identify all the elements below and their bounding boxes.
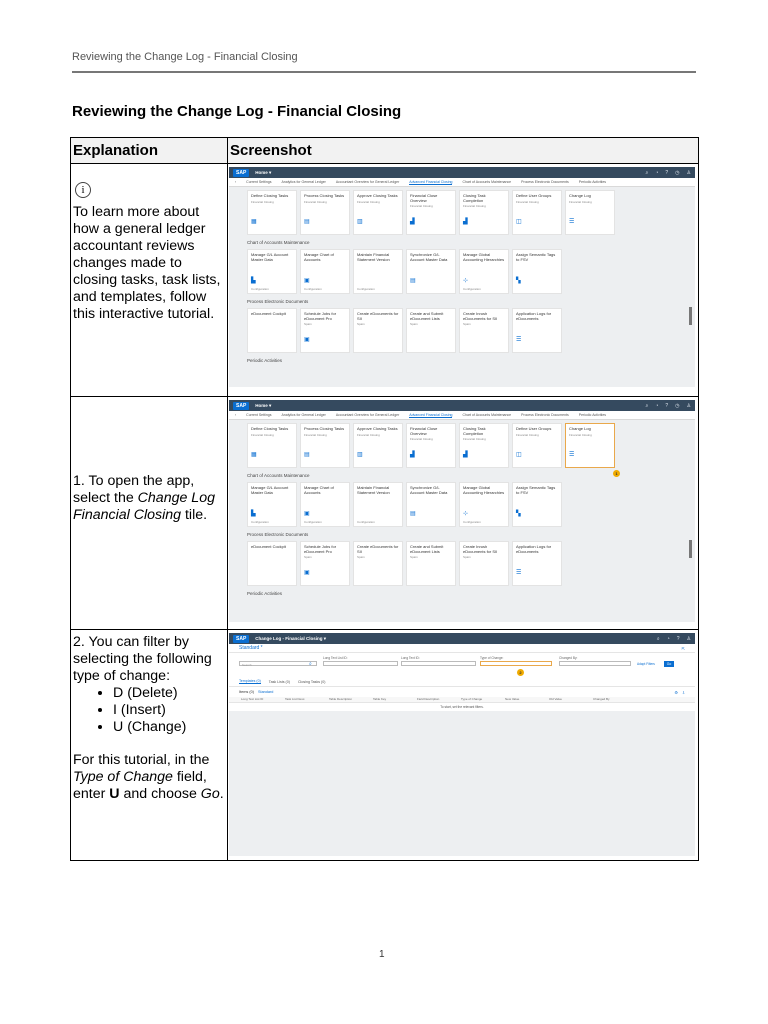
grid-column-header[interactable]: Table Description [329, 697, 353, 701]
tile-subtitle: Spain [357, 555, 365, 560]
intro-cell [71, 164, 228, 397]
tile-title: Closing Task Completion [463, 193, 486, 203]
tile-icon: ▣ [304, 511, 310, 517]
type-of-change-input[interactable] [480, 661, 552, 666]
variant-selector[interactable]: Standard * [239, 645, 263, 651]
sap-logo: SAP [233, 402, 249, 410]
tile-subtitle: Spain [410, 555, 418, 560]
tile-icon: ▤ [410, 278, 416, 284]
tab-closing-tasks[interactable]: Closing Tasks (0) [297, 679, 326, 684]
tile-subtitle: Financial Closing [569, 199, 592, 204]
group-title: Process Electronic Documents [247, 299, 309, 304]
tile-title: Create and Submit eDocument Lists [410, 311, 444, 321]
step1-text [73, 473, 225, 524]
launchpad-content [229, 420, 695, 596]
items-toolbar [229, 687, 695, 697]
tile-subtitle: Financial Closing [251, 432, 274, 437]
anchor-bar [229, 411, 695, 420]
column-header-explanation: Explanation [71, 138, 228, 164]
app-tile[interactable] [247, 308, 297, 353]
app-tile[interactable] [512, 308, 562, 353]
tile-title: Synchronize G/L Account Master Data [410, 252, 448, 262]
tile-row [247, 190, 677, 235]
user-icon[interactable]: ♙ [686, 402, 691, 409]
user-icon[interactable]: ♙ [686, 635, 691, 642]
grid-column-header[interactable]: Changed By [593, 697, 610, 701]
tile-title: Define User Groups [516, 193, 552, 198]
shell-bar [229, 167, 695, 178]
app-tile[interactable] [459, 190, 509, 235]
tile-icon: ▤ [304, 452, 310, 458]
info-icon: i [75, 182, 91, 198]
app-tile[interactable] [300, 423, 350, 468]
tile-title: Schedule Jobs for eDocument Pro [304, 311, 337, 321]
app-tile[interactable] [353, 249, 403, 294]
app-tile[interactable] [406, 190, 456, 235]
tile-icon: ▟ [410, 219, 415, 225]
tile-row [247, 482, 677, 527]
tile-subtitle: Spain [304, 555, 312, 560]
tile-icon: ▚ [516, 278, 521, 284]
anchor-bar [229, 178, 695, 187]
app-tile[interactable] [247, 190, 297, 235]
notification-icon[interactable]: ◷ [675, 402, 680, 409]
tile-title: Manage Chart of Accounts [304, 252, 334, 262]
tutorial-table [70, 137, 699, 861]
step2-instruction [73, 752, 225, 803]
tile-subtitle: Spain [357, 322, 365, 327]
header-rule [72, 71, 696, 73]
tile-icon: ▣ [304, 337, 310, 343]
tile-footer: Configuration [304, 287, 322, 291]
step1-cell [71, 397, 228, 630]
anchor-tab[interactable]: Advanced Financial Closing [409, 179, 453, 184]
share-icon[interactable]: ⇱ [681, 645, 685, 651]
change-type-option: • U (Change) [113, 719, 225, 736]
sap-launchpad-highlight-screenshot [229, 400, 695, 622]
shell-actions [657, 636, 691, 642]
chevron-left-icon[interactable]: ‹ [235, 413, 237, 417]
filter-bar [229, 653, 695, 677]
notification-icon[interactable]: ◷ [675, 169, 680, 176]
tile-icon: ☰ [516, 570, 522, 576]
bell-icon[interactable]: ◔ [655, 402, 659, 409]
long-text-id-input[interactable] [401, 661, 476, 666]
app-tile[interactable] [300, 541, 350, 586]
app-tile[interactable] [459, 541, 509, 586]
tile-title: Financial Close Overview [410, 193, 438, 203]
items-variant[interactable]: Standard [257, 690, 274, 694]
empty-table-message: To start, set the relevant filters. [229, 703, 695, 711]
home-menu[interactable]: Home ▾ [255, 169, 272, 175]
app-tile[interactable] [247, 423, 297, 468]
step2-lead: 2. You can filter by selecting the following type of change: [73, 634, 212, 684]
app-title[interactable]: Change Log - Financial Closing ▾ [255, 635, 327, 641]
tile-title: Application Logs for eDocuments [516, 311, 552, 321]
anchor-tab[interactable]: Analytics for General Ledger [281, 180, 326, 184]
tile-icon: ▙ [251, 511, 256, 517]
adapt-filters-button[interactable]: Adapt Filters [637, 662, 655, 666]
app-tile[interactable] [406, 308, 456, 353]
document-title: Reviewing the Change Log - Financial Closing [72, 103, 402, 120]
tile-footer: Configuration [463, 520, 481, 524]
app-tile[interactable] [565, 423, 615, 468]
variant-bar [229, 644, 695, 653]
tile-title: eDocument Cockpit [251, 311, 286, 316]
step-badge-2: 2 [517, 669, 524, 676]
app-tile[interactable] [459, 423, 509, 468]
screenshot-cell-3 [228, 630, 699, 861]
tile-title: Financial Close Overview [410, 426, 438, 436]
chevron-left-icon[interactable]: ‹ [235, 180, 237, 184]
screenshot-cell-2 [228, 397, 699, 630]
tile-subtitle: Financial Closing [569, 432, 592, 437]
tile-subtitle: Spain [463, 322, 471, 327]
tile-title: Create and Submit eDocument Lists [410, 544, 444, 554]
scrollbar[interactable] [689, 425, 692, 605]
help-icon[interactable]: ? [665, 169, 669, 176]
go-button[interactable]: Go [664, 661, 674, 667]
tile-title: Define Closing Tasks [251, 193, 289, 198]
running-header: Reviewing the Change Log - Financial Closing [72, 51, 298, 63]
tile-icon: ◫ [516, 219, 522, 225]
tile-title: Manage G/L Account Master Data [251, 252, 289, 262]
tile-footer: Configuration [357, 520, 375, 524]
tile-subtitle: Financial Closing [516, 199, 539, 204]
app-tile[interactable] [459, 249, 509, 294]
tab-templates[interactable]: Templates (0) [239, 679, 261, 683]
tile-title: Define Closing Tasks [251, 426, 289, 431]
tile-title: Maintain Financial Statement Version [357, 485, 390, 495]
tile-subtitle: Financial Closing [304, 199, 327, 204]
tile-title: Assign Semantic Tags to FSV [516, 485, 556, 495]
tile-subtitle: Spain [463, 555, 471, 560]
shell-bar [229, 400, 695, 411]
anchor-tab[interactable]: Process Electronic Documents [521, 413, 569, 417]
change-type-option: • I (Insert) [113, 702, 225, 719]
tile-title: Define User Groups [516, 426, 552, 431]
group-title: Chart of Accounts Maintenance [247, 240, 310, 245]
tile-title: Approve Closing Tasks [357, 426, 398, 431]
step1-prefix: 1. To open the app, select the [73, 473, 195, 506]
tile-icon: ⊹ [463, 278, 469, 284]
app-tile[interactable] [512, 423, 562, 468]
change-type-option: • D (Delete) [113, 685, 225, 702]
group-title: Periodic Activities [247, 358, 283, 363]
app-tile[interactable] [247, 482, 297, 527]
items-count: Items (0) [239, 690, 254, 694]
scroll-thumb[interactable] [689, 307, 692, 325]
tile-title: Manage Global Accounting Hierarchies [463, 252, 505, 262]
scroll-thumb[interactable] [689, 540, 692, 558]
tile-icon: ▥ [357, 219, 363, 225]
tab-bar [229, 677, 695, 687]
step2-text: For this tutorial, in the [73, 752, 210, 768]
tile-subtitle: Financial Closing [410, 437, 433, 442]
tile-row [247, 308, 677, 353]
anchor-tab[interactable]: Process Electronic Documents [521, 180, 569, 184]
tile-title: Manage Chart of Accounts [304, 485, 334, 495]
filter-label: Changed By: [559, 656, 578, 660]
grid-column-header[interactable]: Field Description [417, 697, 440, 701]
intro-text: To learn more about how a general ledger accountant reviews changes made to closing tasks, task lists, and templates, follow this interactive tutorial. [73, 204, 221, 322]
app-tile[interactable] [300, 308, 350, 353]
shell-actions [646, 170, 691, 176]
sap-launchpad-screenshot [229, 167, 695, 387]
long-text-list-id-input[interactable] [323, 661, 398, 666]
tile-row [247, 423, 677, 468]
tile-footer: Configuration [304, 520, 322, 524]
tile-subtitle: Spain [304, 322, 312, 327]
export-icon[interactable]: ⇩ [681, 690, 685, 695]
group-title: Periodic Activities [247, 591, 283, 596]
tile-icon: ▥ [357, 452, 363, 458]
app-tile[interactable] [459, 482, 509, 527]
search-icon[interactable]: ⌕ [645, 169, 649, 176]
tile-icon: ☰ [569, 219, 575, 225]
tile-title: Synchronize G/L Account Master Data [410, 485, 448, 495]
tile-title: Schedule Jobs for eDocument Pro [304, 544, 337, 554]
change-type-list [113, 685, 225, 736]
tile-subtitle: Financial Closing [304, 432, 327, 437]
tile-footer: Configuration [357, 287, 375, 291]
app-tile[interactable] [512, 249, 562, 294]
app-tile[interactable] [353, 190, 403, 235]
step2-text: . [219, 786, 224, 802]
tile-icon: ▤ [304, 219, 310, 225]
grid-column-header[interactable]: Type of Change [461, 697, 483, 701]
filter-label: Long Text ID: [401, 656, 420, 660]
sap-logo: SAP [233, 169, 249, 177]
tile-icon: ▦ [251, 219, 257, 225]
column-header-screenshot: Screenshot [228, 138, 699, 164]
tile-icon: ▣ [304, 278, 310, 284]
tile-icon: ▟ [410, 452, 415, 458]
scrollbar[interactable] [689, 192, 692, 372]
app-tile[interactable] [353, 541, 403, 586]
tile-row [247, 541, 677, 586]
tile-title: Process Closing Tasks [304, 426, 345, 431]
tile-footer: Configuration [463, 287, 481, 291]
tile-title: Create eDocuments for SII [357, 544, 399, 554]
tile-subtitle: Financial Closing [251, 199, 274, 204]
tile-title: Closing Task Completion [463, 426, 486, 436]
tile-subtitle: Financial Closing [516, 432, 539, 437]
tile-icon: ▤ [410, 511, 416, 517]
tile-title: Assign Semantic Tags to FSV [516, 252, 556, 262]
tile-icon: ◫ [516, 452, 522, 458]
sap-logo: SAP [233, 635, 249, 643]
tile-title: Process Closing Tasks [304, 193, 345, 198]
step2-action: Go [200, 786, 220, 802]
step2-text: and choose [119, 786, 201, 802]
search-icon[interactable]: ⌕ [309, 661, 312, 667]
search-placeholder: Search [242, 663, 252, 667]
app-tile[interactable] [300, 249, 350, 294]
filter-label: Type of Change: [480, 656, 504, 660]
grid-column-header[interactable]: Task List Desc. [285, 697, 306, 701]
app-tile[interactable] [512, 482, 562, 527]
bell-icon[interactable]: ◔ [655, 169, 659, 176]
tile-title: Manage G/L Account Master Data [251, 485, 289, 495]
app-tile[interactable] [406, 541, 456, 586]
tile-subtitle: Financial Closing [463, 204, 486, 209]
tile-icon: ▦ [251, 452, 257, 458]
tile-icon: ☰ [569, 452, 575, 458]
anchor-tab[interactable]: Periodic Activities [578, 180, 607, 184]
shell-actions [646, 403, 691, 409]
tile-title: Create Inrush eDocuments for SII [463, 544, 498, 554]
grid-column-header[interactable]: Table Key [373, 697, 387, 701]
help-icon[interactable]: ? [665, 402, 669, 409]
changed-by-input[interactable] [559, 661, 631, 666]
search-icon[interactable]: ⌕ [656, 635, 660, 642]
anchor-tab[interactable]: Current Settings [246, 413, 272, 417]
tile-title: Approve Closing Tasks [357, 193, 398, 198]
tile-subtitle: Financial Closing [410, 204, 433, 209]
app-tile[interactable] [512, 190, 562, 235]
anchor-tab[interactable]: Chart of Accounts Maintenance [462, 180, 512, 184]
screenshot-cell-1 [228, 164, 699, 397]
help-icon[interactable]: ? [676, 635, 680, 642]
app-tile[interactable] [565, 190, 615, 235]
app-tile[interactable] [353, 308, 403, 353]
tile-title: Maintain Financial Statement Version [357, 252, 390, 262]
page-number: 1 [379, 949, 385, 960]
grid-column-header[interactable]: Long Text List ID [241, 697, 264, 701]
app-tile[interactable] [406, 482, 456, 527]
shell-bar [229, 633, 695, 644]
app-tile[interactable] [353, 482, 403, 527]
tile-subtitle: Spain [410, 322, 418, 327]
tile-icon: ▙ [251, 278, 256, 284]
group-title: Process Electronic Documents [247, 532, 309, 537]
step2-cell [71, 630, 228, 861]
tile-title: Create Inrush eDocuments for SII [463, 311, 498, 321]
launchpad-content [229, 187, 695, 363]
tile-footer: Configuration [251, 520, 269, 524]
app-tile[interactable] [512, 541, 562, 586]
tile-icon: ▚ [516, 511, 521, 517]
app-tile[interactable] [300, 190, 350, 235]
tile-icon: ☰ [516, 337, 522, 343]
tile-subtitle: Financial Closing [357, 199, 380, 204]
anchor-tab[interactable]: Accountant Overview for General Ledger [335, 413, 400, 417]
step-badge-1: 1 [613, 470, 620, 477]
tile-footer: Configuration [251, 287, 269, 291]
step2-value: U [109, 786, 120, 802]
tile-icon: ▣ [304, 570, 310, 576]
tile-title: Manage Global Accounting Hierarchies [463, 485, 505, 495]
tile-row [247, 249, 677, 294]
tile-icon: ▟ [463, 219, 468, 225]
tab-task-lists[interactable]: Task Lists (0) [268, 679, 290, 684]
app-tile[interactable] [353, 423, 403, 468]
tile-title: Change Log [569, 193, 591, 198]
anchor-tab[interactable]: Current Settings [246, 180, 272, 184]
tile-title: Create eDocuments for SII [357, 311, 399, 321]
anchor-tab[interactable]: Accountant Overview for General Ledger [335, 180, 400, 184]
tile-title: Application Logs for eDocuments [516, 544, 552, 554]
tile-subtitle: Financial Closing [357, 432, 380, 437]
tile-title: eDocument Cockpit [251, 544, 286, 549]
app-tile[interactable] [300, 482, 350, 527]
grid-column-header[interactable]: Old Value [549, 697, 562, 701]
app-tile[interactable] [406, 249, 456, 294]
anchor-tab[interactable]: Advanced Financial Closing [409, 412, 453, 417]
tile-icon: ▟ [463, 452, 468, 458]
app-tile[interactable] [247, 249, 297, 294]
anchor-tab[interactable]: Periodic Activities [578, 413, 607, 417]
home-menu[interactable]: Home ▾ [255, 402, 272, 408]
tile-subtitle: Financial Closing [463, 437, 486, 442]
search-input[interactable] [239, 661, 317, 666]
app-tile[interactable] [247, 541, 297, 586]
sap-change-log-screenshot [229, 633, 695, 856]
bell-icon[interactable]: ◔ [666, 635, 670, 642]
user-icon[interactable]: ♙ [686, 169, 691, 176]
settings-icon[interactable]: ⚙ [674, 690, 678, 695]
group-title: Chart of Accounts Maintenance [247, 473, 310, 478]
step2-field-name: Type of Change [73, 769, 173, 785]
filter-label: Long Text List ID: [323, 656, 348, 660]
grid-column-header[interactable]: New Value [505, 697, 520, 701]
tile-icon: ⊹ [463, 511, 469, 517]
anchor-tab[interactable]: Analytics for General Ledger [281, 413, 326, 417]
app-tile[interactable] [459, 308, 509, 353]
step1-suffix: tile. [181, 507, 208, 523]
step1-app-name: Change Log Financial Closing [73, 490, 215, 523]
search-icon[interactable]: ⌕ [645, 402, 649, 409]
app-tile[interactable] [406, 423, 456, 468]
step2-text: field, enter [73, 769, 207, 802]
anchor-tab[interactable]: Chart of Accounts Maintenance [462, 413, 512, 417]
tile-title: Change Log [569, 426, 591, 431]
